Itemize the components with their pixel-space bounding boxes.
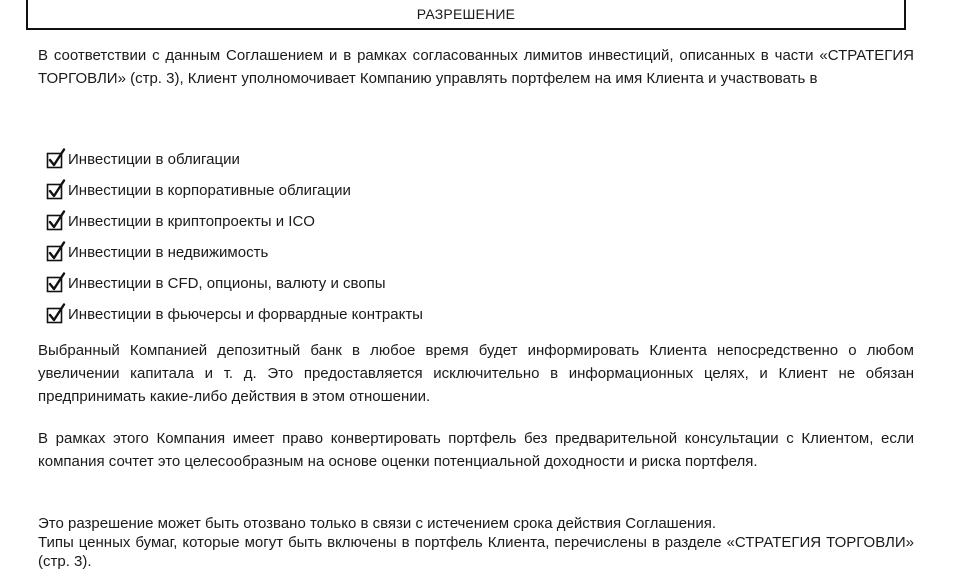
bank-paragraph: Выбранный Компанией депозитный банк в любое время будет информировать Клиента непосредственно о любом увеличении капитала и т. д. Это предоставляется исключительно в информационных целях, и Клиент не обязан предпринимать какие-либо действия в этом отношении.	[38, 342, 914, 405]
revoke-paragraph	[38, 514, 914, 571]
convert-paragraph: В рамках этого Компания имеет право конвертировать портфель без предварительной консультации с Клиентом, если компания сочтет это целесообразным на основе оценки потенциальной доходности и риска портфеля.	[38, 430, 914, 470]
checkbox[interactable]	[46, 210, 68, 232]
checkmark-icon	[46, 241, 68, 263]
checklist-item-label: Инвестиции в облигации	[68, 151, 240, 168]
section-title: РАЗРЕШЕНИЕ	[416, 6, 516, 22]
checklist-item-label: Инвестиции в CFD, опционы, валюту и свопы	[68, 275, 386, 292]
checklist-item	[46, 294, 423, 325]
checkbox[interactable]	[46, 179, 68, 201]
checklist-item	[46, 263, 423, 294]
checkbox[interactable]	[46, 303, 68, 325]
checkbox[interactable]	[46, 272, 68, 294]
checklist-item	[46, 170, 423, 201]
checklist-item-label: Инвестиции в корпоративные облигации	[68, 182, 351, 199]
investment-checklist	[46, 139, 423, 325]
checkmark-icon	[46, 272, 68, 294]
checkbox[interactable]	[46, 148, 68, 170]
securities-line: Типы ценных бумаг, которые могут быть включены в портфель Клиента, перечислены в разделе «СТРАТЕГИЯ ТОРГОВЛИ» (стр. 3).	[38, 534, 914, 570]
checkbox[interactable]	[46, 241, 68, 263]
checklist-item	[46, 139, 423, 170]
intro-paragraph: В соответствии с данным Соглашением и в рамках согласованных лимитов инвестиций, описанных в части «СТРАТЕГИЯ ТОРГОВЛИ» (стр. 3), Клиент уполномочивает Компанию управлять портфелем на имя Клиента и участвовать в	[38, 47, 914, 87]
checklist-item-label: Инвестиции в фьючерсы и форвардные контракты	[68, 306, 423, 323]
revoke-line: Это разрешение может быть отозвано только в связи с истечением срока действия Соглашения.	[38, 515, 716, 532]
checklist-item	[46, 232, 423, 263]
checklist-item-label: Инвестиции в криптопроекты и ICO	[68, 213, 315, 230]
checkmark-icon	[46, 148, 68, 170]
checklist-item-label: Инвестиции в недвижимость	[68, 244, 269, 261]
checklist-item	[46, 201, 423, 232]
checkmark-icon	[46, 210, 68, 232]
checkmark-icon	[46, 303, 68, 325]
section-header	[26, 0, 906, 30]
checkmark-icon	[46, 179, 68, 201]
